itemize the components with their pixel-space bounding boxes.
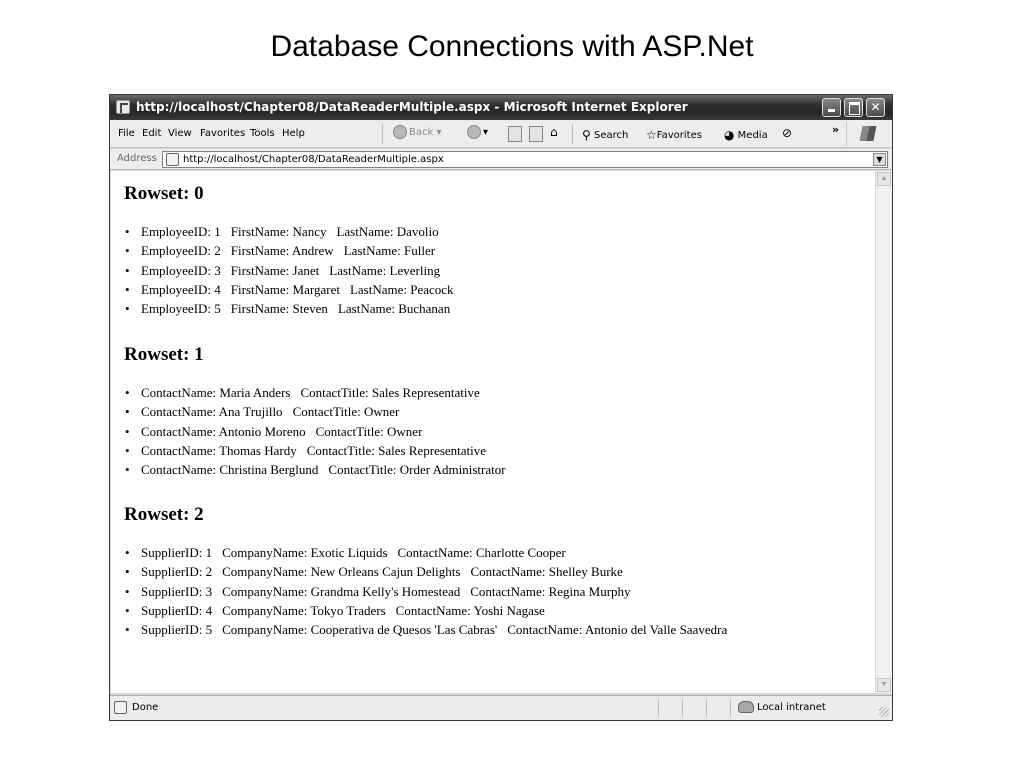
list-item: • SupplierID: 3 CompanyName: Grandma Kelly's Homestead ContactName: Regina Murphy [125,582,871,601]
home-button[interactable] [550,125,558,139]
back-arrow-icon [393,125,407,139]
security-zone-label: Local intranet [757,702,826,713]
list-item: • SupplierID: 1 CompanyName: Exotic Liquids ContactName: Charlotte Cooper [125,543,871,562]
list-item: • EmployeeID: 4 FirstName: Margaret LastName: Peacock [125,280,871,299]
page-done-icon [114,701,127,714]
list-item: • ContactName: Christina Berglund ContactTitle: Order Administrator [125,460,871,479]
search-button[interactable]: ⚲ Search [582,128,629,142]
address-label: Address [117,153,157,164]
rowset-heading: Rowset: 0 [124,183,204,204]
media-icon: ◕ [724,128,735,142]
back-button[interactable]: Back ▾ [393,125,441,139]
toolbar-overflow-button[interactable]: » [832,123,840,136]
vertical-scrollbar[interactable] [875,171,892,693]
forward-button[interactable]: ▾ [467,125,488,139]
favorites-button[interactable]: ☆Favorites [646,128,702,142]
toolbar-separator [572,124,573,144]
page-content [111,171,875,693]
rowset-section [111,183,871,318]
status-bar [110,695,892,720]
rowset-section [111,344,871,479]
scroll-down-icon[interactable]: ▼ [877,678,891,692]
list-item: • SupplierID: 4 CompanyName: Tokyo Traders ContactName: Yoshi Nagase [125,601,871,620]
star-icon: ☆ [646,128,657,142]
menu-help[interactable]: Help [282,128,305,139]
rowset-section [111,504,871,639]
status-text: Done [132,702,159,713]
address-input[interactable] [162,151,888,168]
list-item: • ContactName: Thomas Hardy ContactTitle: Sales Representative [125,441,871,460]
list-item: • SupplierID: 5 CompanyName: Cooperativa de Quesos 'Las Cabras' ContactName: Antonio del Valle Saavedra [125,620,871,639]
rowset-heading: Rowset: 1 [124,344,204,365]
list-item: • EmployeeID: 2 FirstName: Andrew LastName: Fuller [125,241,871,260]
rowset-list [125,222,871,318]
rowset-heading: Rowset: 2 [124,504,204,525]
status-divider [658,699,659,717]
menu-favorites[interactable]: Favorites [200,128,246,139]
rowset-list [125,543,871,639]
window-titlebar[interactable] [110,95,892,120]
menu-tools[interactable]: Tools [250,128,275,139]
list-item: • EmployeeID: 3 FirstName: Janet LastName: Leverling [125,261,871,280]
resize-grip[interactable] [879,707,889,717]
list-item: • EmployeeID: 1 FirstName: Nancy LastName: Davolio [125,222,871,241]
list-item: • ContactName: Antonio Moreno ContactTitle: Owner [125,422,871,441]
list-item: • ContactName: Maria Anders ContactTitle: Sales Representative [125,383,871,402]
list-item: • EmployeeID: 5 FirstName: Steven LastName: Buchanan [125,299,871,318]
toolbar-separator [382,124,383,144]
browser-window [109,94,893,721]
list-item: • SupplierID: 2 CompanyName: New Orleans Cajun Delights ContactName: Shelley Burke [125,562,871,581]
menu-edit[interactable]: Edit [142,128,162,139]
menu-file[interactable]: File [118,128,135,139]
address-bar [110,149,892,170]
minimize-button[interactable] [822,98,841,117]
address-url: http://localhost/Chapter08/DataReaderMultiple.aspx [183,154,444,165]
ie-app-icon [116,100,130,114]
refresh-icon[interactable] [529,126,543,142]
windows-logo-icon [846,122,886,146]
status-divider [706,699,707,717]
slide-title: Database Connections with ASP.Net [270,30,754,63]
chevron-down-icon[interactable]: ▼ [873,153,886,166]
maximize-button[interactable] [844,98,863,117]
status-divider [730,699,731,717]
menu-toolbar [110,120,892,148]
home-icon: ⌂ [550,125,558,139]
intranet-zone-icon [738,701,754,713]
menu-view[interactable]: View [168,128,192,139]
stop-icon[interactable] [508,126,522,142]
history-button[interactable] [782,126,792,140]
close-button[interactable]: ✕ [866,98,885,117]
history-icon: ⊘ [782,126,793,140]
scroll-up-icon[interactable]: ▲ [877,172,891,186]
page-icon [166,153,179,166]
rowset-list [125,383,871,479]
forward-arrow-icon [467,125,481,139]
media-button[interactable]: ◕ Media [724,128,768,142]
search-icon: ⚲ [582,128,591,142]
status-divider [682,699,683,717]
list-item: • ContactName: Ana Trujillo ContactTitle: Owner [125,402,871,421]
window-title: http://localhost/Chapter08/DataReaderMultiple.aspx - Microsoft Internet Explorer [136,100,688,114]
